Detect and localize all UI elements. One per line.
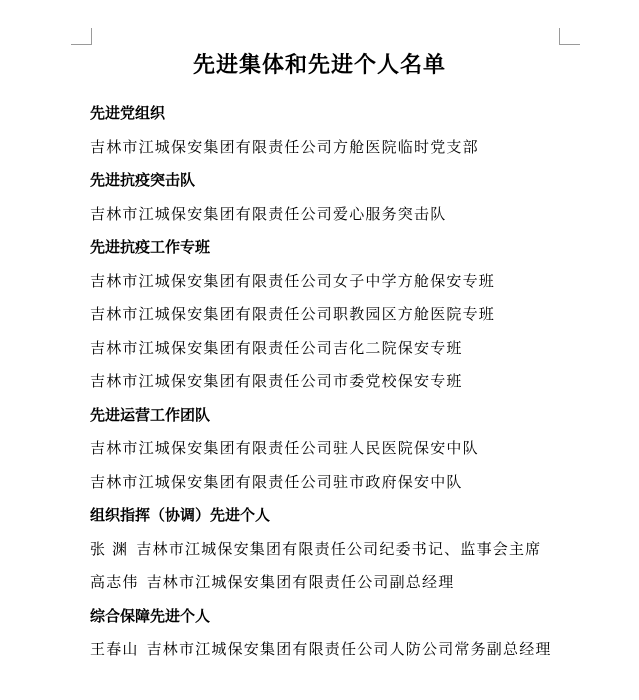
page-corner-mark-top-right [559,28,580,45]
section-heading-party-org: 先进党组织 [90,104,166,122]
page-corner-mark-top-left [71,28,92,45]
section-heading-epidemic-team: 先进抗疫突击队 [90,171,196,189]
list-item: 吉林市江城保安集团有限责任公司职教园区方舱医院专班 [90,305,496,323]
section-heading-support: 综合保障先进个人 [90,606,211,625]
section-heading-operations-team: 先进运营工作团队 [90,405,211,424]
person-position: 吉林市江城保安集团有限责任公司纪委书记、监事会主席 [136,539,542,558]
list-item: 吉林市江城保安集团有限责任公司驻人民医院保安中队 [90,439,479,457]
list-item: 吉林市江城保安集团有限责任公司驻市政府保安中队 [90,472,463,491]
person-entry [90,566,570,600]
list-item: 吉林市江城保安集团有限责任公司吉化二院保安专班 [90,338,463,357]
person-entry [90,533,570,567]
section-heading-coordination: 组织指挥（协调）先进个人 [90,506,271,524]
list-item: 吉林市江城保安集团有限责任公司女子中学方舱保安专班 [90,271,496,290]
document-title: 先进集体和先进个人名单 [192,52,446,78]
section-heading-epidemic-class: 先进抗疫工作专班 [90,238,211,256]
person-entry [90,633,570,700]
list-item: 吉林市江城保安集团有限责任公司方舱医院临时党支部 [90,137,479,156]
person-name: 王春山 [90,640,139,658]
list-item: 吉林市江城保安集团有限责任公司爱心服务突击队 [90,204,447,223]
list-item: 吉林市江城保安集团有限责任公司市委党校保安专班 [90,372,463,390]
person-position: 吉林市江城保安集团有限责任公司人防公司常务副总经理 [146,640,552,658]
person-position: 吉林市江城保安集团有限责任公司副总经理 [146,573,455,591]
person-name: 张 渊 [90,539,129,558]
document-body [90,97,570,700]
person-name: 高志伟 [90,573,139,591]
